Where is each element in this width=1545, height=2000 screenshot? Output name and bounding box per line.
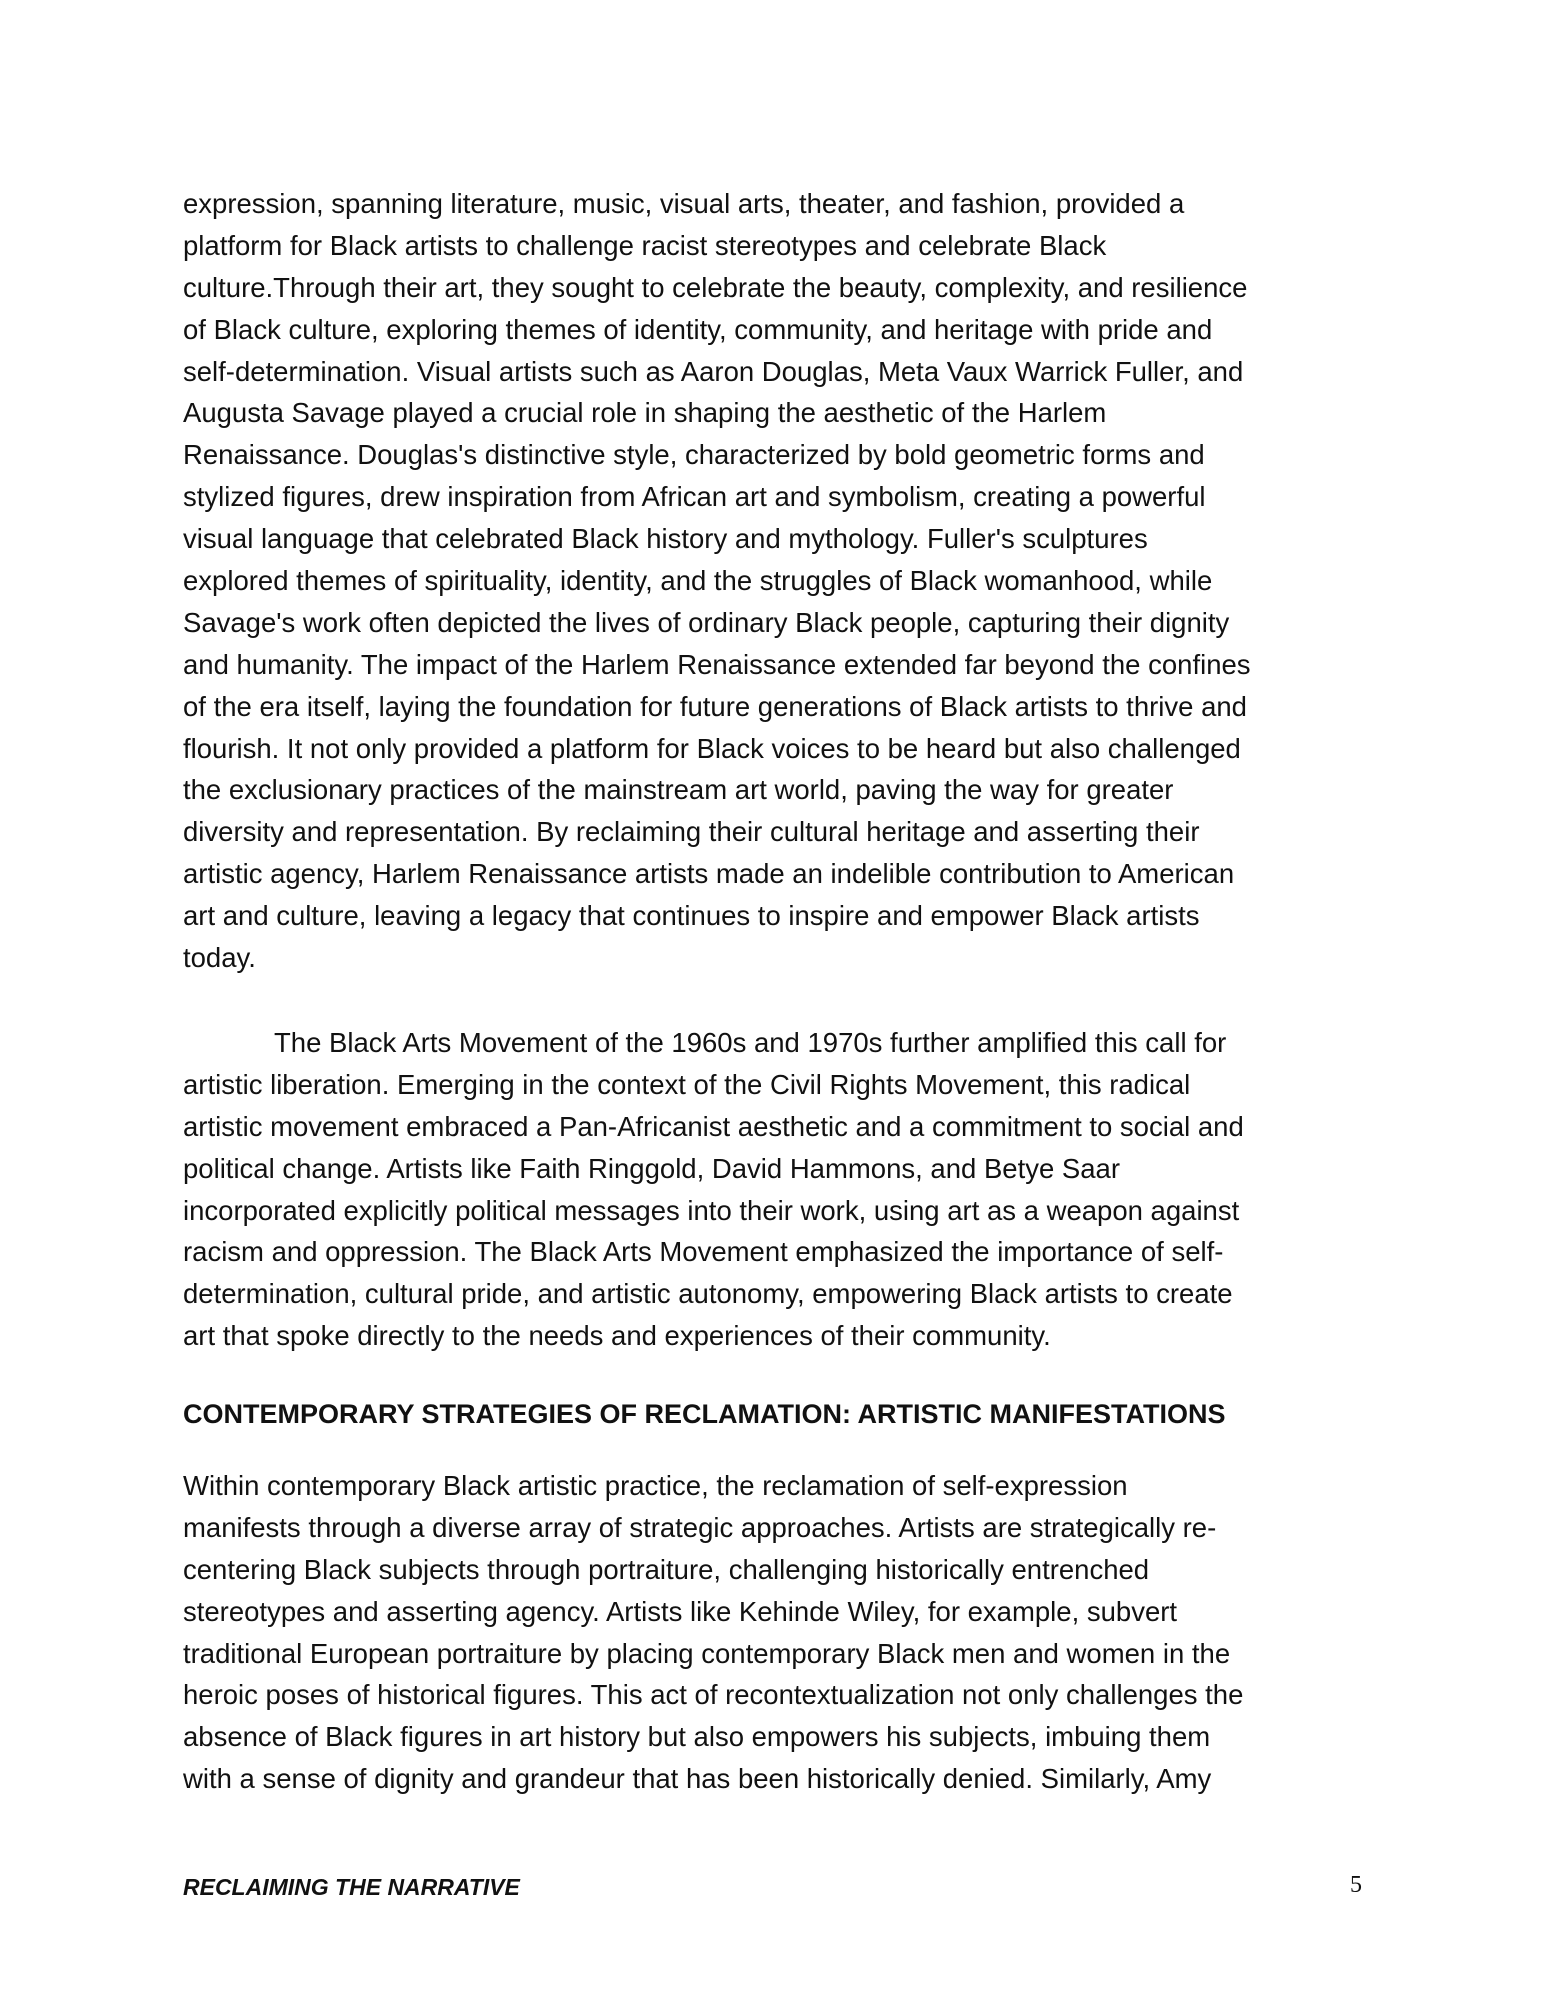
text-line: of the era itself, laying the foundation for future generations of Black artists to thrive and: [183, 690, 1247, 722]
text-line: racism and oppression. The Black Arts Movement emphasized the importance of self-: [183, 1236, 1224, 1268]
text-line: Augusta Savage played a crucial role in shaping the aesthetic of the Harlem: [183, 397, 1107, 429]
text-line: diversity and representation. By reclaiming their cultural heritage and asserting their: [183, 816, 1200, 848]
text-line: visual language that celebrated Black history and mythology. Fuller's sculptures: [183, 523, 1148, 555]
text-line: stereotypes and asserting agency. Artists like Kehinde Wiley, for example, subvert: [183, 1595, 1178, 1627]
text-line: Savage's work often depicted the lives of ordinary Black people, capturing their dignity: [183, 606, 1230, 638]
text-line: art and culture, leaving a legacy that continues to inspire and empower Black artists: [183, 900, 1200, 932]
text-line: flourish. It not only provided a platform for Black voices to be heard but also challenged: [183, 732, 1241, 764]
text-line: artistic liberation. Emerging in the context of the Civil Rights Movement, this radical: [183, 1068, 1191, 1100]
text-line: manifests through a diverse array of strategic approaches. Artists are strategically re-: [183, 1511, 1217, 1543]
text-line: absence of Black figures in art history but also empowers his subjects, imbuing them: [183, 1721, 1211, 1753]
text-line: artistic agency, Harlem Renaissance artists made an indelible contribution to American: [183, 858, 1235, 890]
text-line: expression, spanning literature, music, visual arts, theater, and fashion, provided a: [183, 188, 1185, 219]
text-line: art that spoke directly to the needs and experiences of their community.: [183, 1320, 1051, 1352]
paragraph-black-arts-movement: [183, 1022, 1383, 1357]
text-line: Renaissance. Douglas's distinctive style, characterized by bold geometric forms and: [183, 439, 1205, 471]
text-line: with a sense of dignity and grandeur that has been historically denied. Similarly, Amy: [183, 1763, 1212, 1795]
text-line: and humanity. The impact of the Harlem Renaissance extended far beyond the confines: [183, 648, 1251, 680]
text-line: platform for Black artists to challenge racist stereotypes and celebrate Black: [183, 229, 1107, 261]
text-line: of Black culture, exploring themes of identity, community, and heritage with pride and: [183, 313, 1213, 345]
text-line: self-determination. Visual artists such as Aaron Douglas, Meta Vaux Warrick Fuller, and: [183, 355, 1244, 387]
page-number: 5: [1350, 1872, 1362, 1898]
text-line: explored themes of spirituality, identity, and the struggles of Black womanhood, while: [183, 565, 1213, 597]
text-line: culture.Through their art, they sought to celebrate the beauty, complexity, and resilience: [183, 271, 1248, 303]
paragraph-harlem-renaissance: [183, 183, 1383, 979]
text-line: determination, cultural pride, and artistic autonomy, empowering Black artists to create: [183, 1278, 1233, 1310]
text-line: political change. Artists like Faith Ringgold, David Hammons, and Betye Saar: [183, 1152, 1120, 1184]
text-line: heroic poses of historical figures. This act of recontextualization not only challenges the: [183, 1679, 1244, 1711]
text-line: today.: [183, 942, 256, 974]
text-line: stylized figures, drew inspiration from African art and symbolism, creating a powerful: [183, 481, 1206, 513]
text-line: The Black Arts Movement of the 1960s and 1970s further amplified this call for: [274, 1027, 1227, 1058]
text-line: traditional European portraiture by placing contemporary Black men and women in the: [183, 1637, 1231, 1669]
text-line: the exclusionary practices of the mainstream art world, paving the way for greater: [183, 774, 1174, 806]
section-heading: CONTEMPORARY STRATEGIES OF RECLAMATION: ARTISTIC MANIFESTATIONS: [183, 1399, 1226, 1429]
text-line: Within contemporary Black artistic practice, the reclamation of self-expression: [183, 1470, 1128, 1501]
text-line: incorporated explicitly political messages into their work, using art as a weapon against: [183, 1194, 1240, 1226]
running-footer-title: RECLAIMING THE NARRATIVE: [183, 1874, 520, 1900]
text-line: artistic movement embraced a Pan-Africanist aesthetic and a commitment to social and: [183, 1110, 1244, 1142]
text-line: centering Black subjects through portraiture, challenging historically entrenched: [183, 1553, 1150, 1585]
paragraph-contemporary-strategies: [183, 1465, 1383, 1800]
